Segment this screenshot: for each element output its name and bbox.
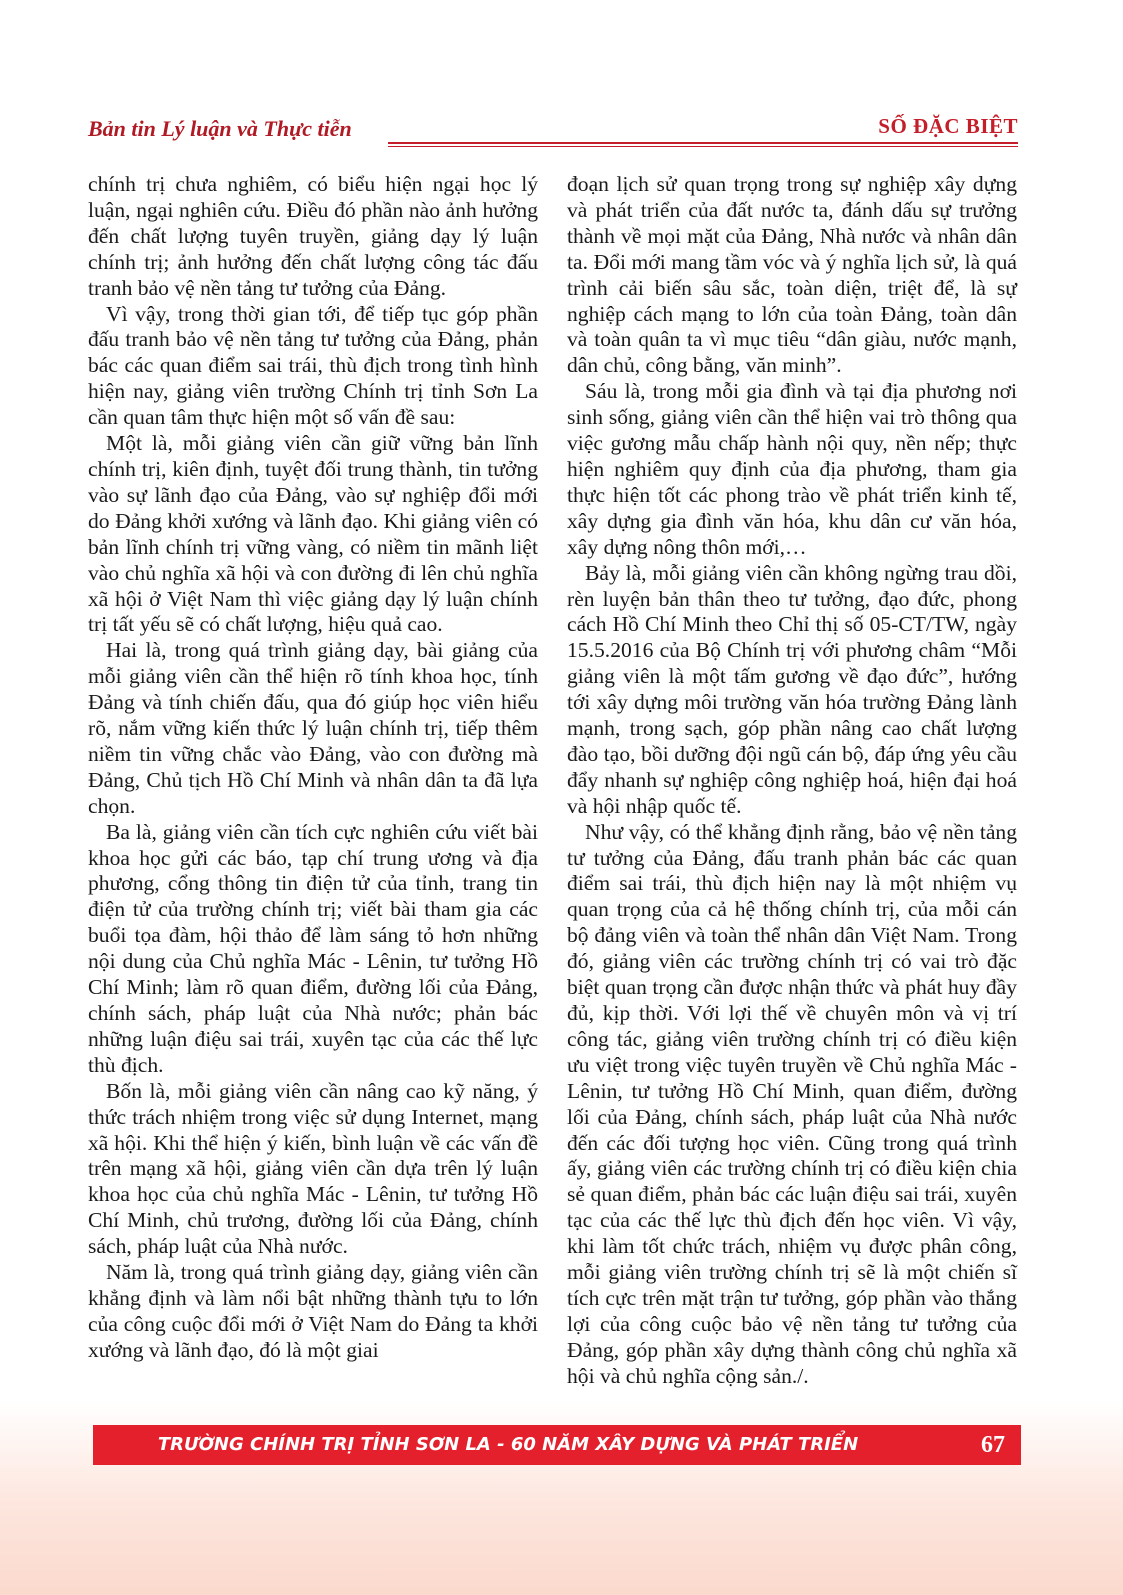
paragraph: Ba là, giảng viên cần tích cực nghiên cứu viết bài khoa học gửi các báo, tạp chí trung ương và địa phương, cổng thông tin điện tử của tỉnh, trang tin điện tử của trường chính trị; viết bài tham gia các buổi tọa đàm, hội thảo để làm sáng tỏ hơn những nội dung của Chủ nghĩa Mác - Lênin, tư tưởng Hồ Chí Minh; làm rõ quan điểm, đường lối của Đảng, chính sách, pháp luật của Nhà nước; phản bác những luận điệu sai trái, xuyên tạc của các thế lực thù địch.	[88, 819, 538, 1077]
issue-label: SỐ ĐẶC BIỆT	[878, 114, 1018, 138]
paragraph: đoạn lịch sử quan trọng trong sự nghiệp xây dựng và phát triển của đất nước ta, đánh dấu sự trưởng thành về mọi mặt của Đảng, Nhà nước và nhân dân ta. Đổi mới mang tầm vóc và ý nghĩa lịch sử, là quá trình cải biến sâu sắc, toàn diện, triệt để, là sự nghiệp cách mạng to lớn của toàn Đảng, toàn dân và toàn quân ta vì mục tiêu “dân giàu, nước mạnh, dân chủ, công bằng, văn minh”.	[567, 172, 1017, 378]
header-rule	[388, 142, 1018, 144]
left-column	[88, 172, 538, 1364]
paragraph: Bốn là, mỗi giảng viên cần nâng cao kỹ năng, ý thức trách nhiệm trong việc sử dụng Internet, mạng xã hội. Khi thể hiện ý kiến, bình luận về các vấn đề trên mạng xã hội, giảng viên cần dựa trên lý luận khoa học của chủ nghĩa Mác - Lênin, tư tưởng Hồ Chí Minh, chủ trương, đường lối của Đảng, chính sách, pháp luật của Nhà nước.	[88, 1078, 538, 1259]
paragraph: Như vậy, có thể khẳng định rằng, bảo vệ nền tảng tư tưởng của Đảng, đấu tranh phản bác các quan điểm sai trái, thù địch hiện nay là một nhiệm vụ quan trọng của cả hệ thống chính trị, của mỗi cán bộ đảng viên và toàn thể nhân dân Việt Nam. Trong đó, giảng viên các trường chính trị có vai trò đặc biệt quan trọng cần được nhận thức và phát huy đầy đủ, kịp thời. Với lợi thế về chuyên môn và vị trí công tác, giảng viên trường chính trị có điều kiện ưu việt trong việc tuyên truyền về Chủ nghĩa Mác - Lênin, tư tưởng Hồ Chí Minh, quan điểm, đường lối của Đảng, chính sách, pháp luật của Nhà nước đến các đối tượng học viên. Cũng trong quá trình ấy, giảng viên các trường chính trị có điều kiện chia sẻ quan điểm, phản bác các luận điệu sai trái, xuyên tạc của các thế lực thù địch đến học viên. Vì vậy, khi làm tốt chức trách, nhiệm vụ được phân công, mỗi giảng viên trường chính trị sẽ là một chiến sĩ tích cực trên mặt trận tư tưởng, góp phần vào thắng lợi của công cuộc bảo vệ nền tảng tư tưởng của Đảng, góp phần xây dựng thành công chủ nghĩa xã hội và chủ nghĩa cộng sản./.	[567, 819, 1017, 1388]
header-rule-thin	[388, 146, 1018, 147]
page-header	[88, 112, 1018, 148]
paragraph: Hai là, trong quá trình giảng dạy, bài giảng của mỗi giảng viên cần thể hiện rõ tính khoa học, tính Đảng và tính chiến đấu, qua đó giúp học viên hiểu rõ, nắm vững kiến thức lý luận chính trị, tiếp thêm niềm tin vững chắc vào Đảng, vào con đường mà Đảng, Chủ tịch Hồ Chí Minh và nhân dân ta đã lựa chọn.	[88, 638, 538, 818]
footer-title: TRƯỜNG CHÍNH TRỊ TỈNH SƠN LA - 60 NĂM XÂY DỰNG VÀ PHÁT TRIỂN	[157, 1434, 859, 1455]
paragraph: Sáu là, trong mỗi gia đình và tại địa phương nơi sinh sống, giảng viên cần thể hiện vai trò thông qua việc gương mẫu chấp hành nội quy, nền nếp; thực hiện nghiêm quy định của địa phương, tham gia thực hiện tốt các phong trào về phát triển kinh tế, xây dựng gia đình văn hóa, khu dân cư văn hóa, xây dựng nông thôn mới,…	[567, 379, 1017, 559]
publication-title: Bản tin Lý luận và Thực tiễn	[88, 116, 352, 141]
paragraph: Vì vậy, trong thời gian tới, để tiếp tục góp phần đấu tranh bảo vệ nền tảng tư tưởng của Đảng, phản bác các quan điểm sai trái, thù địch trong tình hình hiện nay, giảng viên trường Chính trị tỉnh Sơn La cần quan tâm thực hiện một số vấn đề sau:	[88, 301, 538, 430]
paragraph: chính trị chưa nghiêm, có biểu hiện ngại học lý luận, ngại nghiên cứu. Điều đó phần nào ảnh hưởng đến chất lượng tuyên truyền, giảng dạy lý luận chính trị; ảnh hưởng đến chất lượng công tác đấu tranh bảo vệ nền tảng tư tưởng của Đảng.	[88, 172, 538, 300]
page-number: 67	[981, 1432, 1005, 1458]
paragraph: Bảy là, mỗi giảng viên cần không ngừng trau dồi, rèn luyện bản thân theo tư tưởng, đạo đức, phong cách Hồ Chí Minh theo Chỉ thị số 05-CT/TW, ngày 15.5.2016 của Bộ Chính trị với phương châm “Mỗi giảng viên là một tấm gương về đạo đức”, hướng tới xây dựng môi trường văn hóa trường Đảng lành mạnh, trong sạch, góp phần nâng cao chất lượng đào tạo, bồi dưỡng đội ngũ cán bộ, đáp ứng yêu cầu đẩy nhanh sự nghiệp công nghiệp hoá, hiện đại hoá và hội nhập quốc tế.	[567, 560, 1017, 818]
paragraph: Một là, mỗi giảng viên cần giữ vững bản lĩnh chính trị, kiên định, tuyệt đối trung thành, tin tưởng vào sự lãnh đạo của Đảng, vào sự nghiệp đổi mới do Đảng khởi xướng và lãnh đạo. Khi giảng viên có bản lĩnh chính trị vững vàng, có niềm tin mãnh liệt vào chủ nghĩa xã hội và con đường đi lên chủ nghĩa xã hội ở Việt Nam thì việc giảng dạy lý luận chính trị tất yếu sẽ có chất lượng, hiệu quả cao.	[88, 431, 538, 637]
right-column	[567, 172, 1017, 1390]
paragraph: Năm là, trong quá trình giảng dạy, giảng viên cần khẳng định và làm nổi bật những thành tựu to lớn của công cuộc đổi mới ở Việt Nam do Đảng ta khởi xướng và lãnh đạo, đó là một giai	[88, 1260, 538, 1362]
footer-bar	[93, 1425, 1021, 1465]
